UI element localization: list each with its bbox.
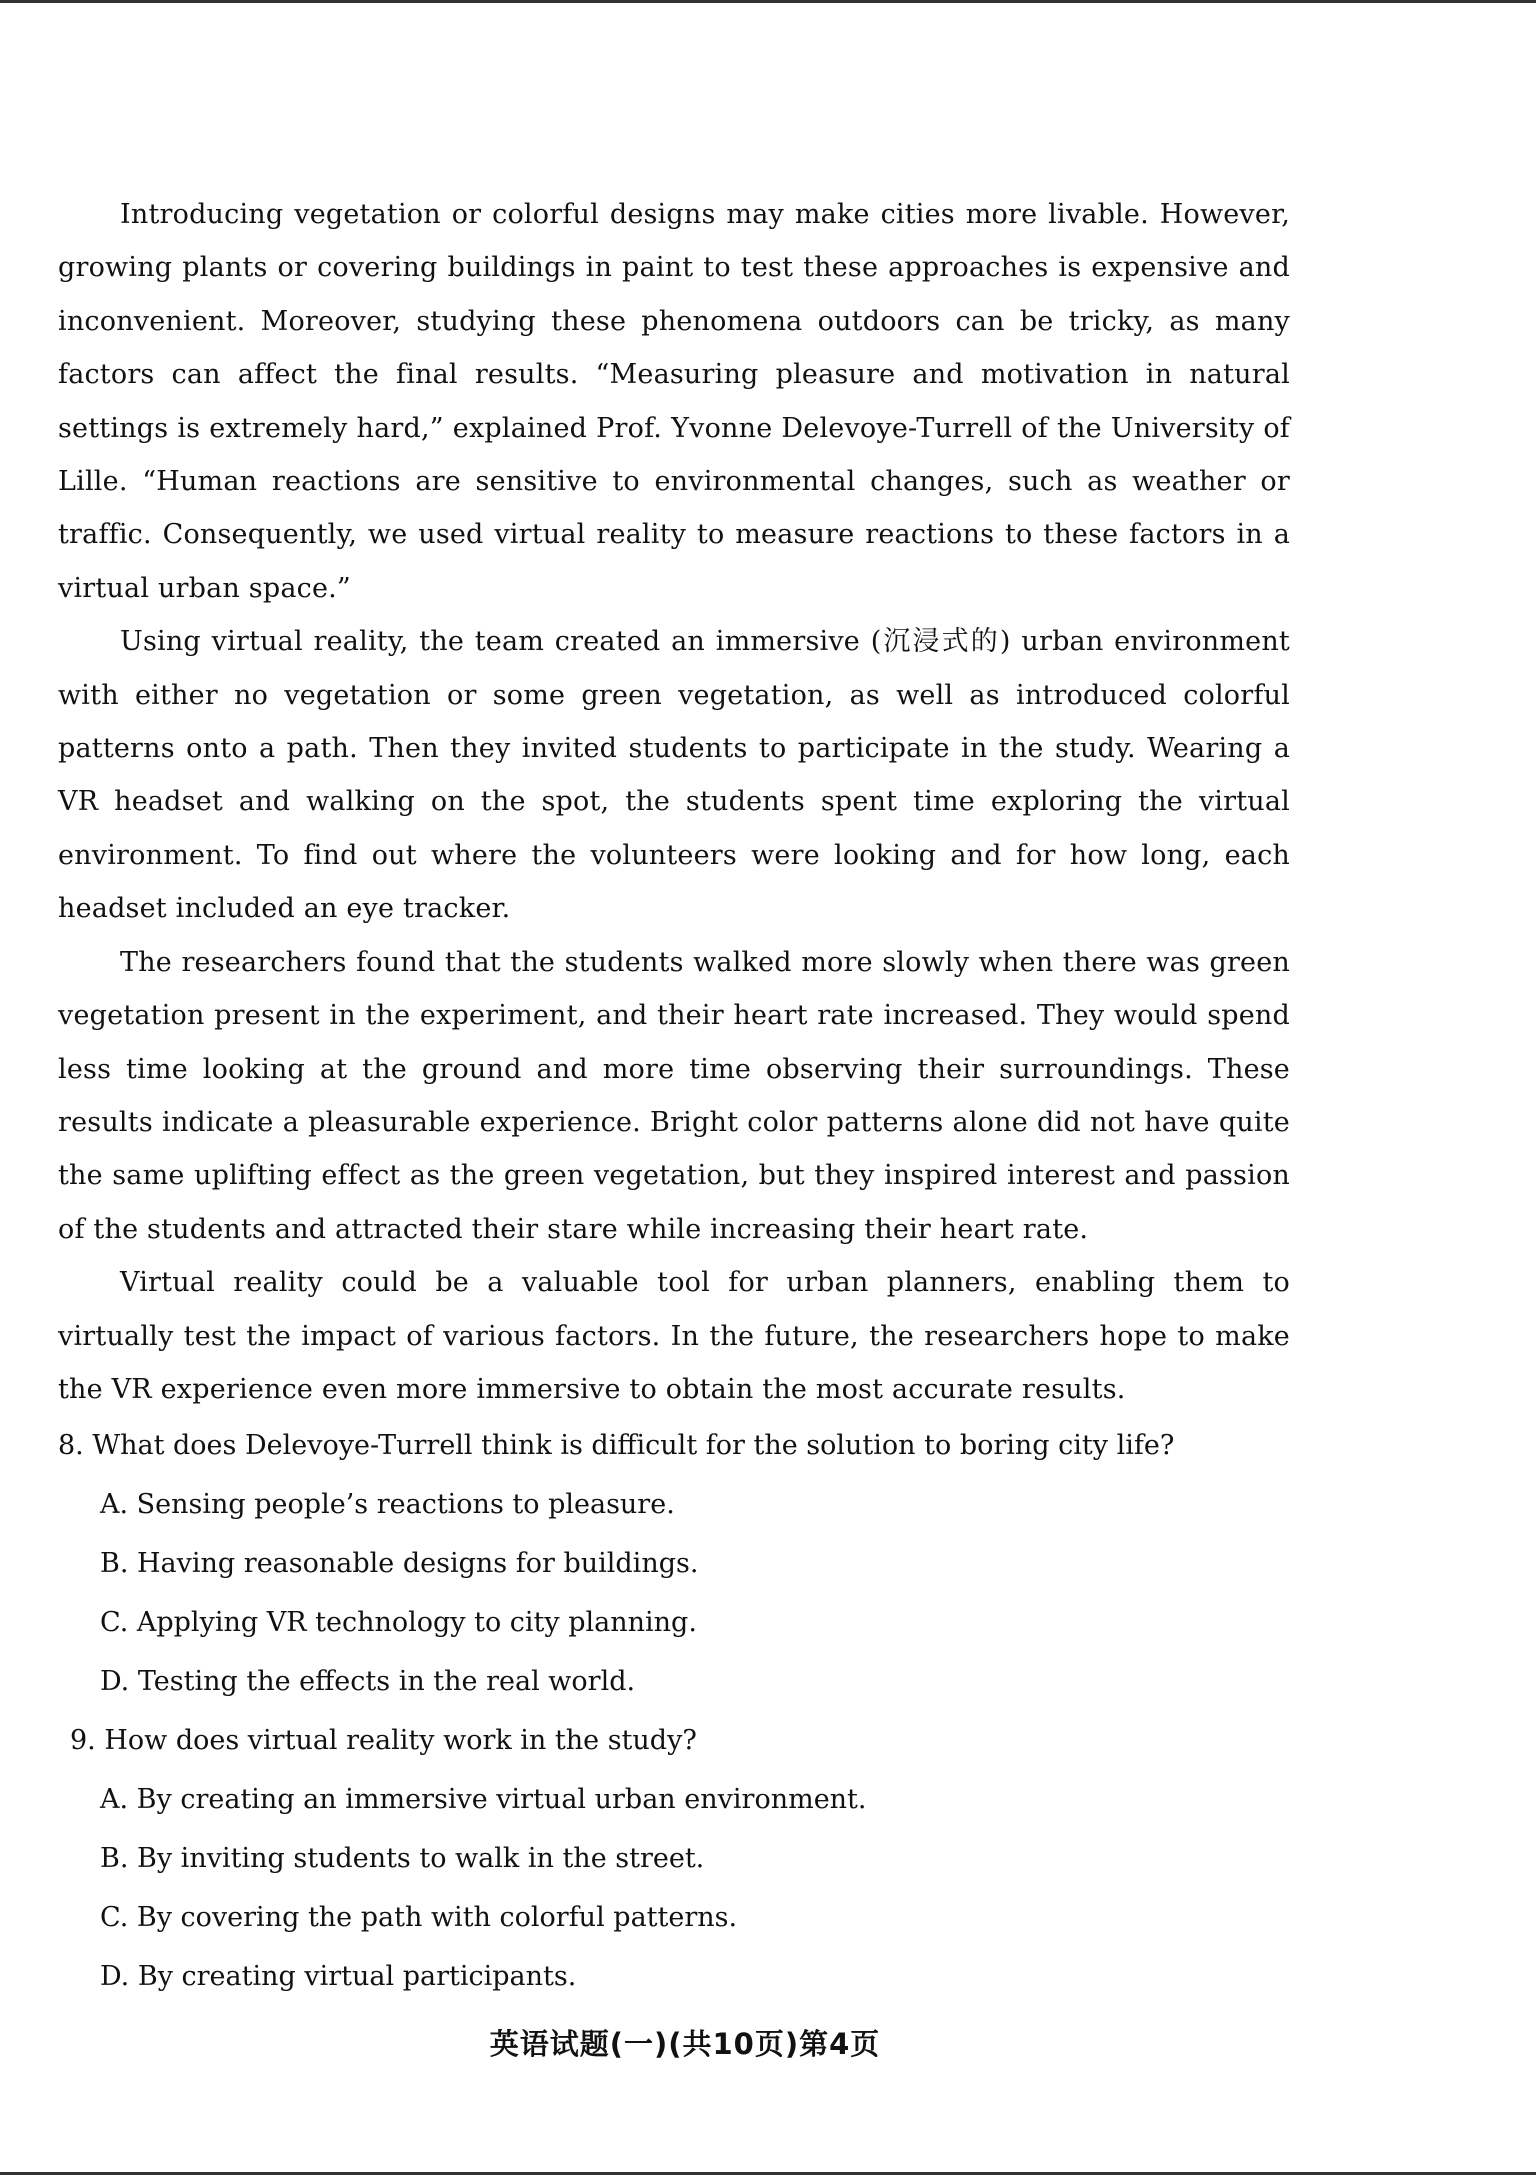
question-8-option-b: B. Having reasonable designs for buildings.	[100, 1548, 699, 1580]
question-9	[58, 1711, 1290, 2006]
question-9-stem: 9. How does virtual reality work in the study?	[70, 1725, 697, 1757]
question-8-option-d: D. Testing the effects in the real world.	[100, 1666, 636, 1698]
question-8-stem: 8. What does Delevoye-Turrell think is difficult for the solution to boring city life?	[58, 1430, 1175, 1462]
top-border-rule	[0, 0, 1536, 3]
question-8-option-c: C. Applying VR technology to city planning.	[100, 1607, 697, 1639]
question-9-option-c: C. By covering the path with colorful patterns.	[100, 1902, 738, 1934]
question-8-option-a: A. Sensing people’s reactions to pleasure.	[100, 1489, 675, 1521]
passage-paragraph-2: Using virtual reality, the team created an immersive (沉浸式的) urban environment with either no vegetation or some green vegetation, as well as introduced colorful patterns onto a path. Then they invited students to participate in the study. Wearing a VR headset and walking on the spot, the students spent time exploring the virtual environment. To find out where the volunteers were looking and for how long, each headset included an eye tracker.	[58, 626, 1290, 925]
passage-paragraph-3: The researchers found that the students walked more slowly when there was green vegetation present in the experiment, and their heart rate increased. They would spend less time looking at the ground and more time observing their surroundings. These results indicate a pleasurable experience. Bright color patterns alone did not have quite the same uplifting effect as the green vegetation, but they inspired interest and passion of the students and attracted their stare while increasing their heart rate.	[58, 946, 1290, 1245]
page-footer-text: 英语试题(一)(共10页)第4页	[489, 2027, 881, 2061]
question-9-option-b: B. By inviting students to walk in the street.	[100, 1843, 705, 1875]
page-footer	[0, 2022, 1536, 2063]
question-9-option-d: D. By creating virtual participants.	[100, 1961, 577, 1993]
exam-page	[58, 188, 1290, 2006]
question-8	[58, 1416, 1290, 1711]
passage-paragraph-1: Introducing vegetation or colorful designs may make cities more livable. However, growing plants or covering buildings in paint to test these approaches is expensive and inconvenient. Moreover, studying these phenomena outdoors can be tricky, as many factors can affect the final results. “Measuring pleasure and motivation in natural settings is extremely hard,” explained Prof. Yvonne Delevoye-Turrell of the University of Lille. “Human reactions are sensitive to environmental changes, such as weather or traffic. Consequently, we used virtual reality to measure reactions to these factors in a virtual urban space.”	[58, 199, 1290, 604]
passage-paragraph-4: Virtual reality could be a valuable tool for urban planners, enabling them to virtually test the impact of various factors. In the future, the researchers hope to make the VR experience even more immersive to obtain the most accurate results.	[58, 1267, 1290, 1405]
question-9-option-a: A. By creating an immersive virtual urban environment.	[100, 1784, 867, 1816]
